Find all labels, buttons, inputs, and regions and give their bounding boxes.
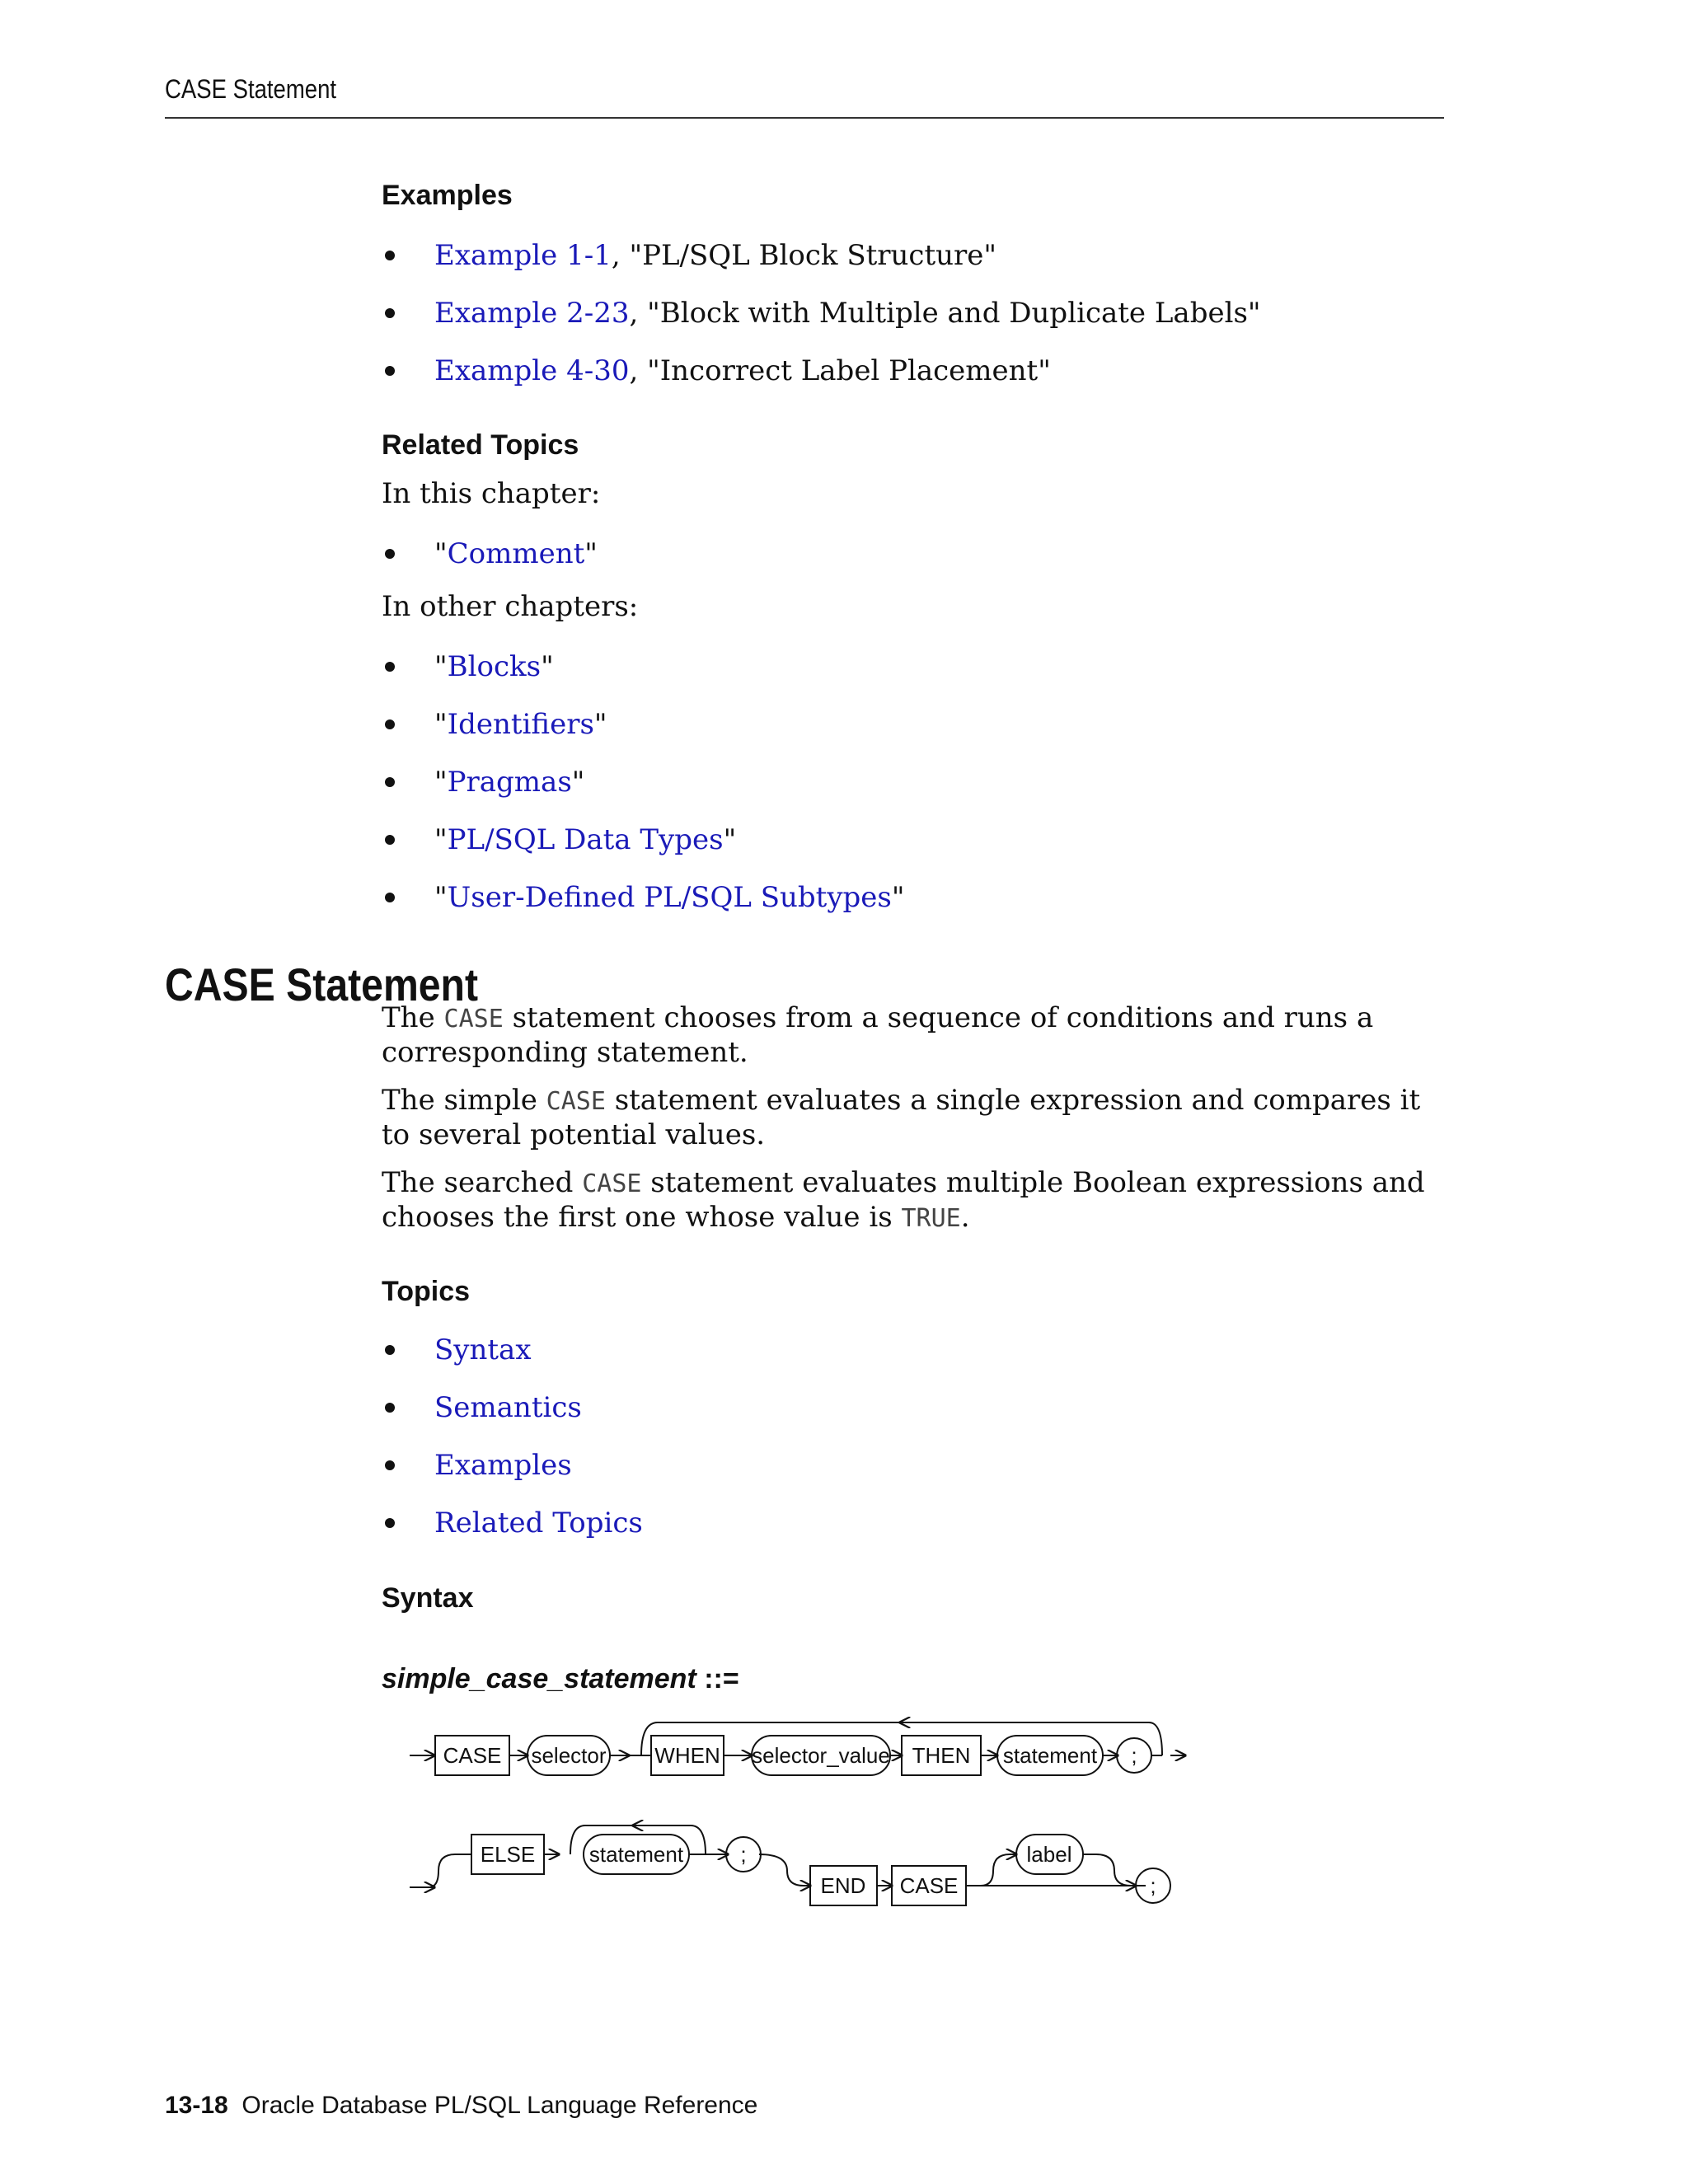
section-title: CASE Statement — [165, 958, 479, 1010]
list-item: "Blocks" — [382, 650, 395, 683]
diagram-text: selector — [531, 1743, 607, 1768]
diagram-connector — [981, 1854, 1016, 1886]
diagram-text: ; — [1131, 1743, 1137, 1768]
comment-link[interactable]: Comment — [447, 537, 585, 570]
diagram-text: label — [1026, 1842, 1072, 1867]
topics-heading: Topics — [382, 1276, 471, 1307]
diagram-text: CASE — [443, 1743, 502, 1768]
diagram-text: ; — [1150, 1873, 1156, 1898]
diagram-text: statement — [588, 1842, 684, 1867]
related-topics-link[interactable]: Related Topics — [434, 1507, 643, 1540]
diagram-text: ; — [740, 1842, 747, 1867]
example-1-1-link[interactable]: Example 1-1 — [434, 239, 612, 272]
diagram-text: selector_value — [752, 1743, 890, 1768]
page-footer — [165, 2092, 757, 2120]
related-topics-heading: Related Topics — [382, 429, 579, 461]
diagram-text: END — [820, 1873, 866, 1898]
diagram-text: WHEN — [654, 1743, 720, 1768]
list-item: "Pragmas" — [382, 766, 395, 799]
list-item-text: , "PL/SQL Block Structure" — [611, 239, 997, 272]
example-4-30-link[interactable]: Example 4-30 — [434, 354, 630, 387]
user-defined-subtypes-link[interactable]: User-Defined PL/SQL Subtypes — [447, 881, 892, 914]
code-keyword: CASE — [443, 1005, 504, 1033]
paragraph-simple-case: The simple CASE statement evaluates a single expression and compares it to several potential values. — [382, 1084, 1421, 1151]
code-keyword: CASE — [582, 1169, 642, 1198]
example-2-23-link[interactable]: Example 2-23 — [434, 297, 630, 330]
semantics-link[interactable]: Semantics — [434, 1391, 582, 1424]
blocks-link[interactable]: Blocks — [447, 650, 542, 683]
page-number: 13-18 — [165, 2092, 228, 2119]
syntax-heading: Syntax — [382, 1582, 474, 1614]
paragraph-searched-case: The searched CASE statement evaluates multiple Boolean expressions and chooses the first one whose value is TRUE. — [382, 1166, 1425, 1234]
syntax-link[interactable]: Syntax — [434, 1333, 532, 1366]
production-name: simple_case_statement — [382, 1663, 696, 1694]
diagram-text: ELSE — [480, 1842, 536, 1867]
production-operator: ::= — [696, 1663, 739, 1694]
diagram-text: CASE — [899, 1873, 959, 1898]
code-keyword: TRUE — [901, 1204, 961, 1233]
list-item: "PL/SQL Data Types" — [382, 823, 395, 856]
examples-link[interactable]: Examples — [434, 1449, 572, 1482]
in-other-chapters-label: In other chapters: — [382, 590, 639, 623]
list-item-text: , "Incorrect Label Placement" — [629, 354, 1051, 387]
diagram-text: statement — [1002, 1743, 1098, 1768]
diagram-connector — [1083, 1854, 1131, 1886]
list-item-text: , "Block with Multiple and Duplicate Labels" — [629, 297, 1261, 330]
plsql-data-types-link[interactable]: PL/SQL Data Types — [447, 823, 724, 856]
in-this-chapter-label: In this chapter: — [382, 477, 601, 510]
diagram-connector — [429, 1854, 471, 1887]
code-keyword: CASE — [546, 1087, 606, 1116]
running-header: CASE Statement — [165, 74, 337, 104]
diagram-text: THEN — [912, 1743, 971, 1768]
list-item: "User-Defined PL/SQL Subtypes" — [382, 881, 395, 914]
examples-heading: Examples — [382, 180, 513, 211]
book-title: Oracle Database PL/SQL Language Reference — [241, 2092, 758, 2119]
list-item: "Comment" — [382, 537, 395, 570]
list-item: "Identifiers" — [382, 708, 395, 741]
paragraph-intro: The CASE statement chooses from a sequence of conditions and runs a corresponding statement. — [382, 1001, 1374, 1069]
diagram-connector — [759, 1854, 810, 1886]
pragmas-link[interactable]: Pragmas — [447, 766, 572, 799]
identifiers-link[interactable]: Identifiers — [447, 708, 594, 741]
